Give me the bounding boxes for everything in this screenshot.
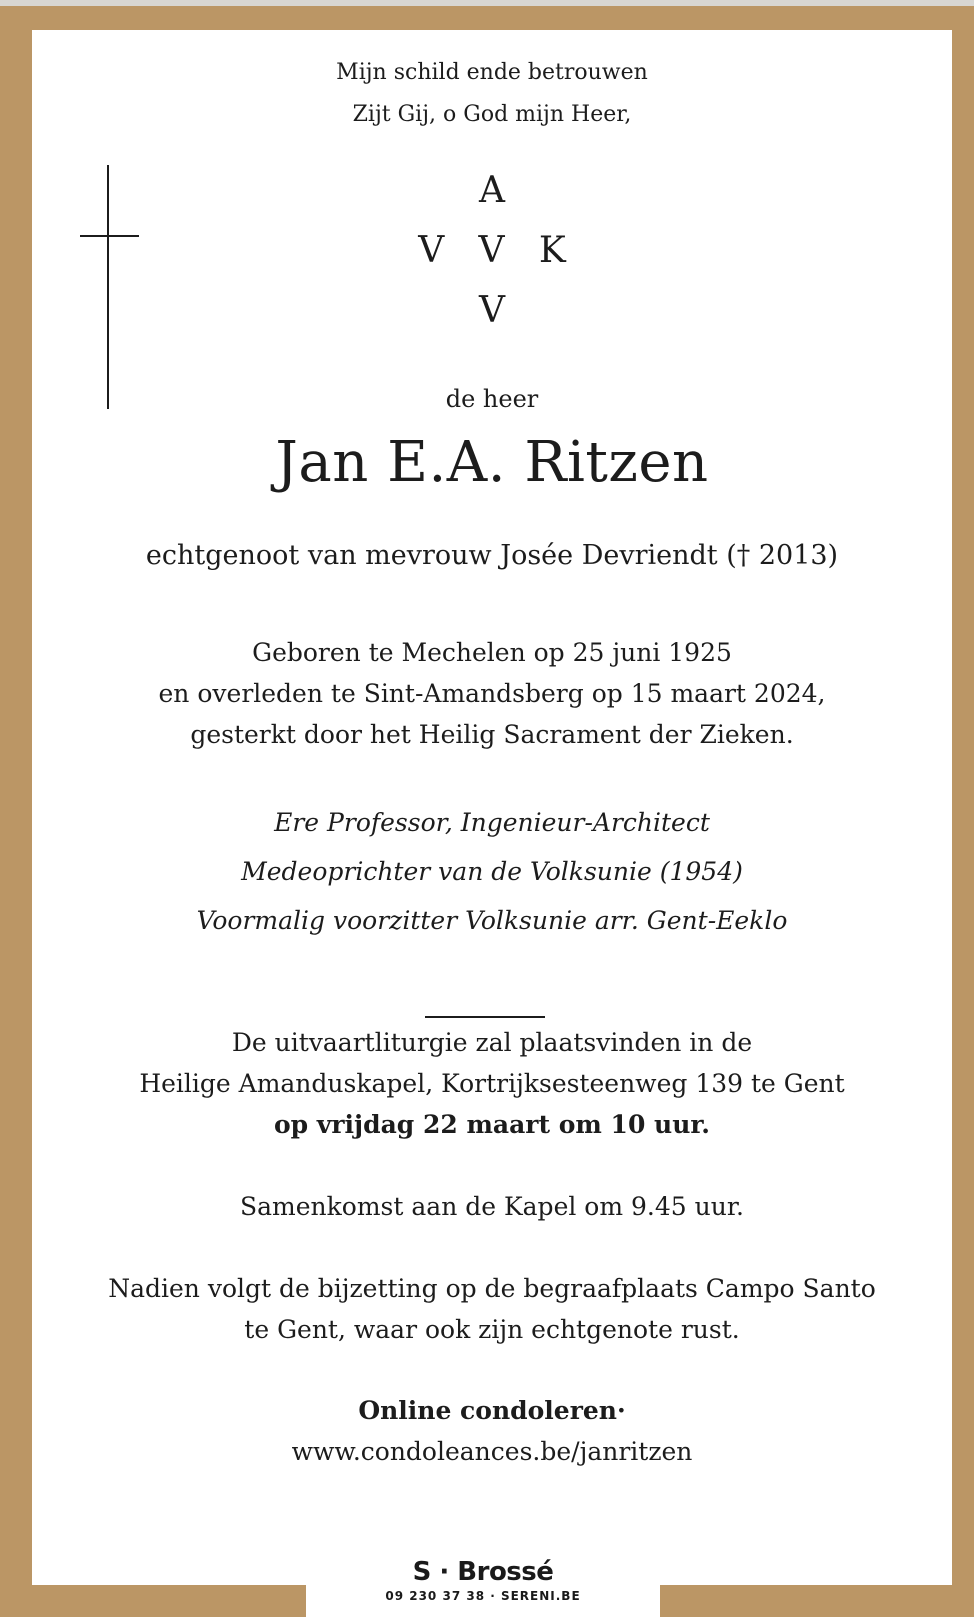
funeral-home-logo [306, 1532, 660, 1617]
spouse-line: echtgenoot van mevrouw Josée Devriendt († 2013) [145, 540, 839, 571]
deceased-name: Jan E.A. Ritzen [275, 430, 709, 495]
acronym-top: A [479, 170, 505, 211]
brand-name: S · Brossé [412, 1557, 554, 1587]
brand-contact: 09 230 37 38 · SERENI.BE [385, 1589, 581, 1603]
title-line-3: Voormalig voorzitter Volksunie arr. Gent-Eeklo [196, 906, 788, 935]
funeral-line-2: Heilige Amanduskapel, Kortrijksesteenweg 139 te Gent [139, 1069, 845, 1098]
funeral-line-3: op vrijdag 22 maart om 10 uur. [274, 1110, 710, 1139]
bio-line-3: gesterkt door het Heilig Sacrament der Zieken. [190, 720, 794, 749]
title-line-2: Medeoprichter van de Volksunie (1954) [241, 857, 743, 886]
funeral-line-1: De uitvaartliturgie zal plaatsvinden in de [231, 1028, 753, 1057]
acronym-bottom: V [479, 290, 505, 331]
top-strip [0, 0, 974, 6]
gathering-line: Samenkomst aan de Kapel om 9.45 uur. [240, 1192, 744, 1221]
title-line-1: Ere Professor, Ingenieur-Architect [274, 808, 710, 837]
burial-line-1: Nadien volgt de bijzetting op de begraafplaats Campo Santo [108, 1274, 876, 1303]
obituary-card [32, 30, 952, 1585]
condolence-label: Online condoleren· [358, 1396, 626, 1425]
condolence-url[interactable]: www.condoleances.be/janritzen [291, 1437, 693, 1466]
verse-line-1: Mijn schild ende betrouwen [336, 60, 648, 85]
bio-line-2: en overleden te Sint-Amandsberg op 15 maart 2024, [158, 679, 826, 708]
verse-line-2: Zijt Gij, o God mijn Heer, [352, 102, 632, 127]
acronym-middle: V V K [418, 230, 566, 271]
bio-line-1: Geboren te Mechelen op 25 juni 1925 [252, 638, 732, 667]
honorific: de heer [445, 385, 539, 413]
divider [425, 1016, 545, 1018]
burial-line-2: te Gent, waar ook zijn echtgenote rust. [244, 1315, 740, 1344]
